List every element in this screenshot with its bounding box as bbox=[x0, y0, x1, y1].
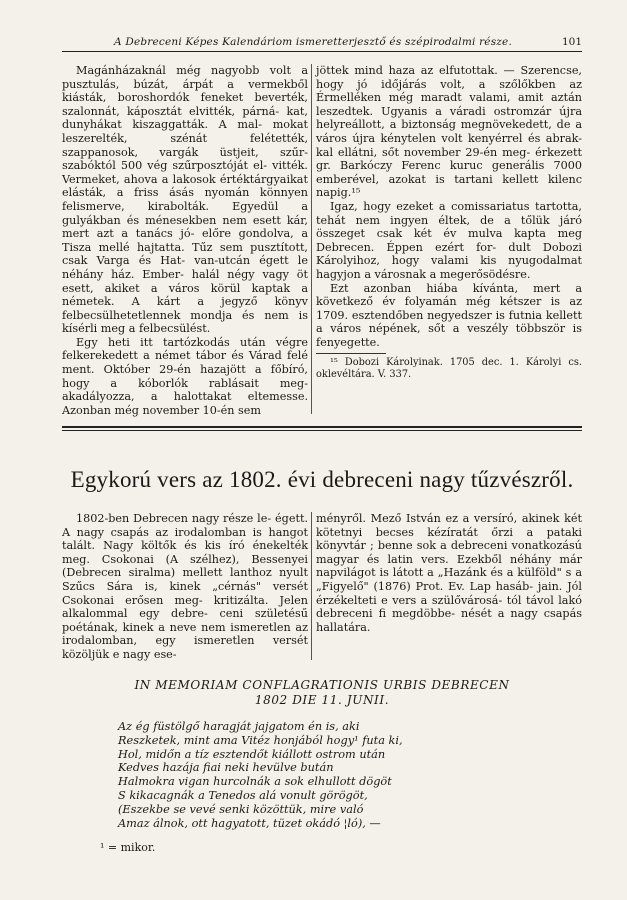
paragraph: ményről. Mező István ez a versíró, akinek két kötetnyi becses kézíratát őrzi a pataki könyvtár ; benne sok a debreceni vonatkozású magyar és latin vers. Ezekből néhány már napvilágot is látott a „Hazánk és a külföld" s a „Figyelő" (1876) Prot. Ev. Lap hasáb- jain. Jól érzékelteti e vers a szülővárosá- tól távol lakó debreceni fi megdöbbe- nését a nagy csapás hallatára. bbox=[316, 512, 583, 634]
poem-line: (Eszekbe se vevé senki közöttük, mire való bbox=[118, 802, 364, 816]
bottom-right-column bbox=[316, 512, 582, 634]
paragraph: Igaz, hogy ezeket a comissariatus tartotta, tehát nem ingyen éltek, de a tőlük járó összeget csak két év mulva kapta meg Debrecen. Éppen ezért for- dult Dobozi Károlyihoz, hogy valami kis nyugodalmat hagyjon a városnak a megerősödésre. bbox=[316, 199, 583, 281]
footnote: ¹⁵ Dobozi Károlyinak. 1705 dec. 1. Károlyi cs. oklevéltára. V. 337. bbox=[316, 357, 582, 381]
paragraph: jöttek mind haza az elfutottak. — Szerencse, hogy jó időjárás volt, a szőlőkben az Érmelléken még maradt valami, amit aztán leszedtek. Ugyanis a váradi ostromzár újra helyreállott, a biztonság megnövekedett, de a város újra kénytelen volt kenyérrel és abrak- kal ellátni, sőt november 29-én meg- érkezett gr. Barkóczy Ferenc kuruc generális 7000 emberével, azokat is tartani kellett kilenc napig.¹⁵ bbox=[316, 64, 583, 200]
section-rule bbox=[62, 426, 582, 431]
column-divider bbox=[311, 512, 312, 660]
poem-line: Az ég füstölgő haragját jajgatom én is, aki bbox=[118, 720, 360, 733]
poem-footnote: ¹ = mikor. bbox=[100, 841, 156, 854]
poem-heading: IN MEMORIAM CONFLAGRATIONIS URBIS DEBRECEN 1802 DIE 11. JUNII. bbox=[134, 678, 510, 707]
header-rule bbox=[62, 51, 582, 52]
poem-line: Halmokra vigan hurcolnák a sok elhullott dögöt bbox=[118, 775, 392, 789]
paragraph: Egy heti itt tartózkodás után végre felkerekedett a német tábor és Várad felé ment. Október 29-én hazajött a főbíró, hogy a kóborlók rablásait meg- akadályozza, a halottakat eltemesse. Azonban még november 10-én sem bbox=[62, 335, 308, 417]
running-header bbox=[62, 34, 582, 50]
poem-line: Amaz álnok, ott hagyatott, tüzet okádó ¦ló), — bbox=[118, 816, 381, 830]
top-right-column bbox=[316, 64, 582, 381]
poem-line: Kedves hazája fiai neki hevülve bután bbox=[118, 761, 334, 775]
page-number: 101 bbox=[561, 36, 582, 48]
running-title: A Debreceni Képes Kalendáriom ismeretterjesztő és szépirodalmi része. bbox=[114, 36, 512, 48]
poem-line: S kikacagnák a Tenedos alá vonult görögöt, bbox=[118, 788, 368, 802]
paragraph: Ezt azonban hiába kívánta, mert a következő év folyamán még kétszer is az 1709. esztendőben negyedszer is futnia kellett a város népének, sőt a veszély többször is fenyegette. bbox=[316, 281, 583, 349]
footnote-rule bbox=[316, 353, 386, 354]
paragraph: 1802-ben Debrecen nagy része le- égett. A nagy csapás az irodalomban is hangot talált. Nagy költők és kis író énekelték meg. Csokonai (A szélhez), Bessenyei (Debrecen siralma) mellett lanthoz nyult Szűcs Sára is, kinek „cérnás" versét Csokonai erősen meg- kritizálta. Jelen alkalommal egy debre- ceni születésű poétának, kinek a neve nem ismeretlen az irodalomban, egy ismeretlen versét közöljük e nagy ese- bbox=[62, 512, 309, 661]
poem-line: Reszketek, mint ama Vitéz honjából hogy¹ futa ki, bbox=[118, 733, 403, 747]
poem-line: Hol, midőn a tíz esztendőt kiállott ostrom után bbox=[118, 747, 386, 761]
column-divider bbox=[311, 64, 312, 414]
top-left-column bbox=[62, 64, 308, 417]
poem bbox=[118, 720, 578, 830]
bottom-left-column bbox=[62, 512, 308, 662]
article-title: Egykorú vers az 1802. évi debreceni nagy tűzvészről. bbox=[70, 467, 574, 492]
paragraph: Magánházaknál még nagyobb volt a pusztulás, búzát, árpát a vermekből kiásták, boroshordók feneket beverték, szalonnát, káposztát elvitték, párná- kat, dunyhákat kiszaggatták. A mal- mokat leszerelték, szénát felétették, szappanosok, vargák üstjeit, szűr- szabóktól 500 vég szűrposztóját el- vitték. Vermeket, ahova a lakosok értéktárgyaikat elásták, a friss ásás nyomán könnyen felismerve, kirabolták. Egyedül a gulyákban és ménesekben nem esett kár, mert azt a tanács jó- előre gondolva, a Tisza mellé hajtatta. Tűz sem pusztított, csak Varga és Hat- van-utcán égett le néhány ház. Ember- halál négy vagy öt esett, akiket a város körül kaptak a németek. A kárt a jegyző könyv felbecsülhetetlennek mondja és nem is kísérli meg a felbecsülést. bbox=[62, 64, 309, 336]
